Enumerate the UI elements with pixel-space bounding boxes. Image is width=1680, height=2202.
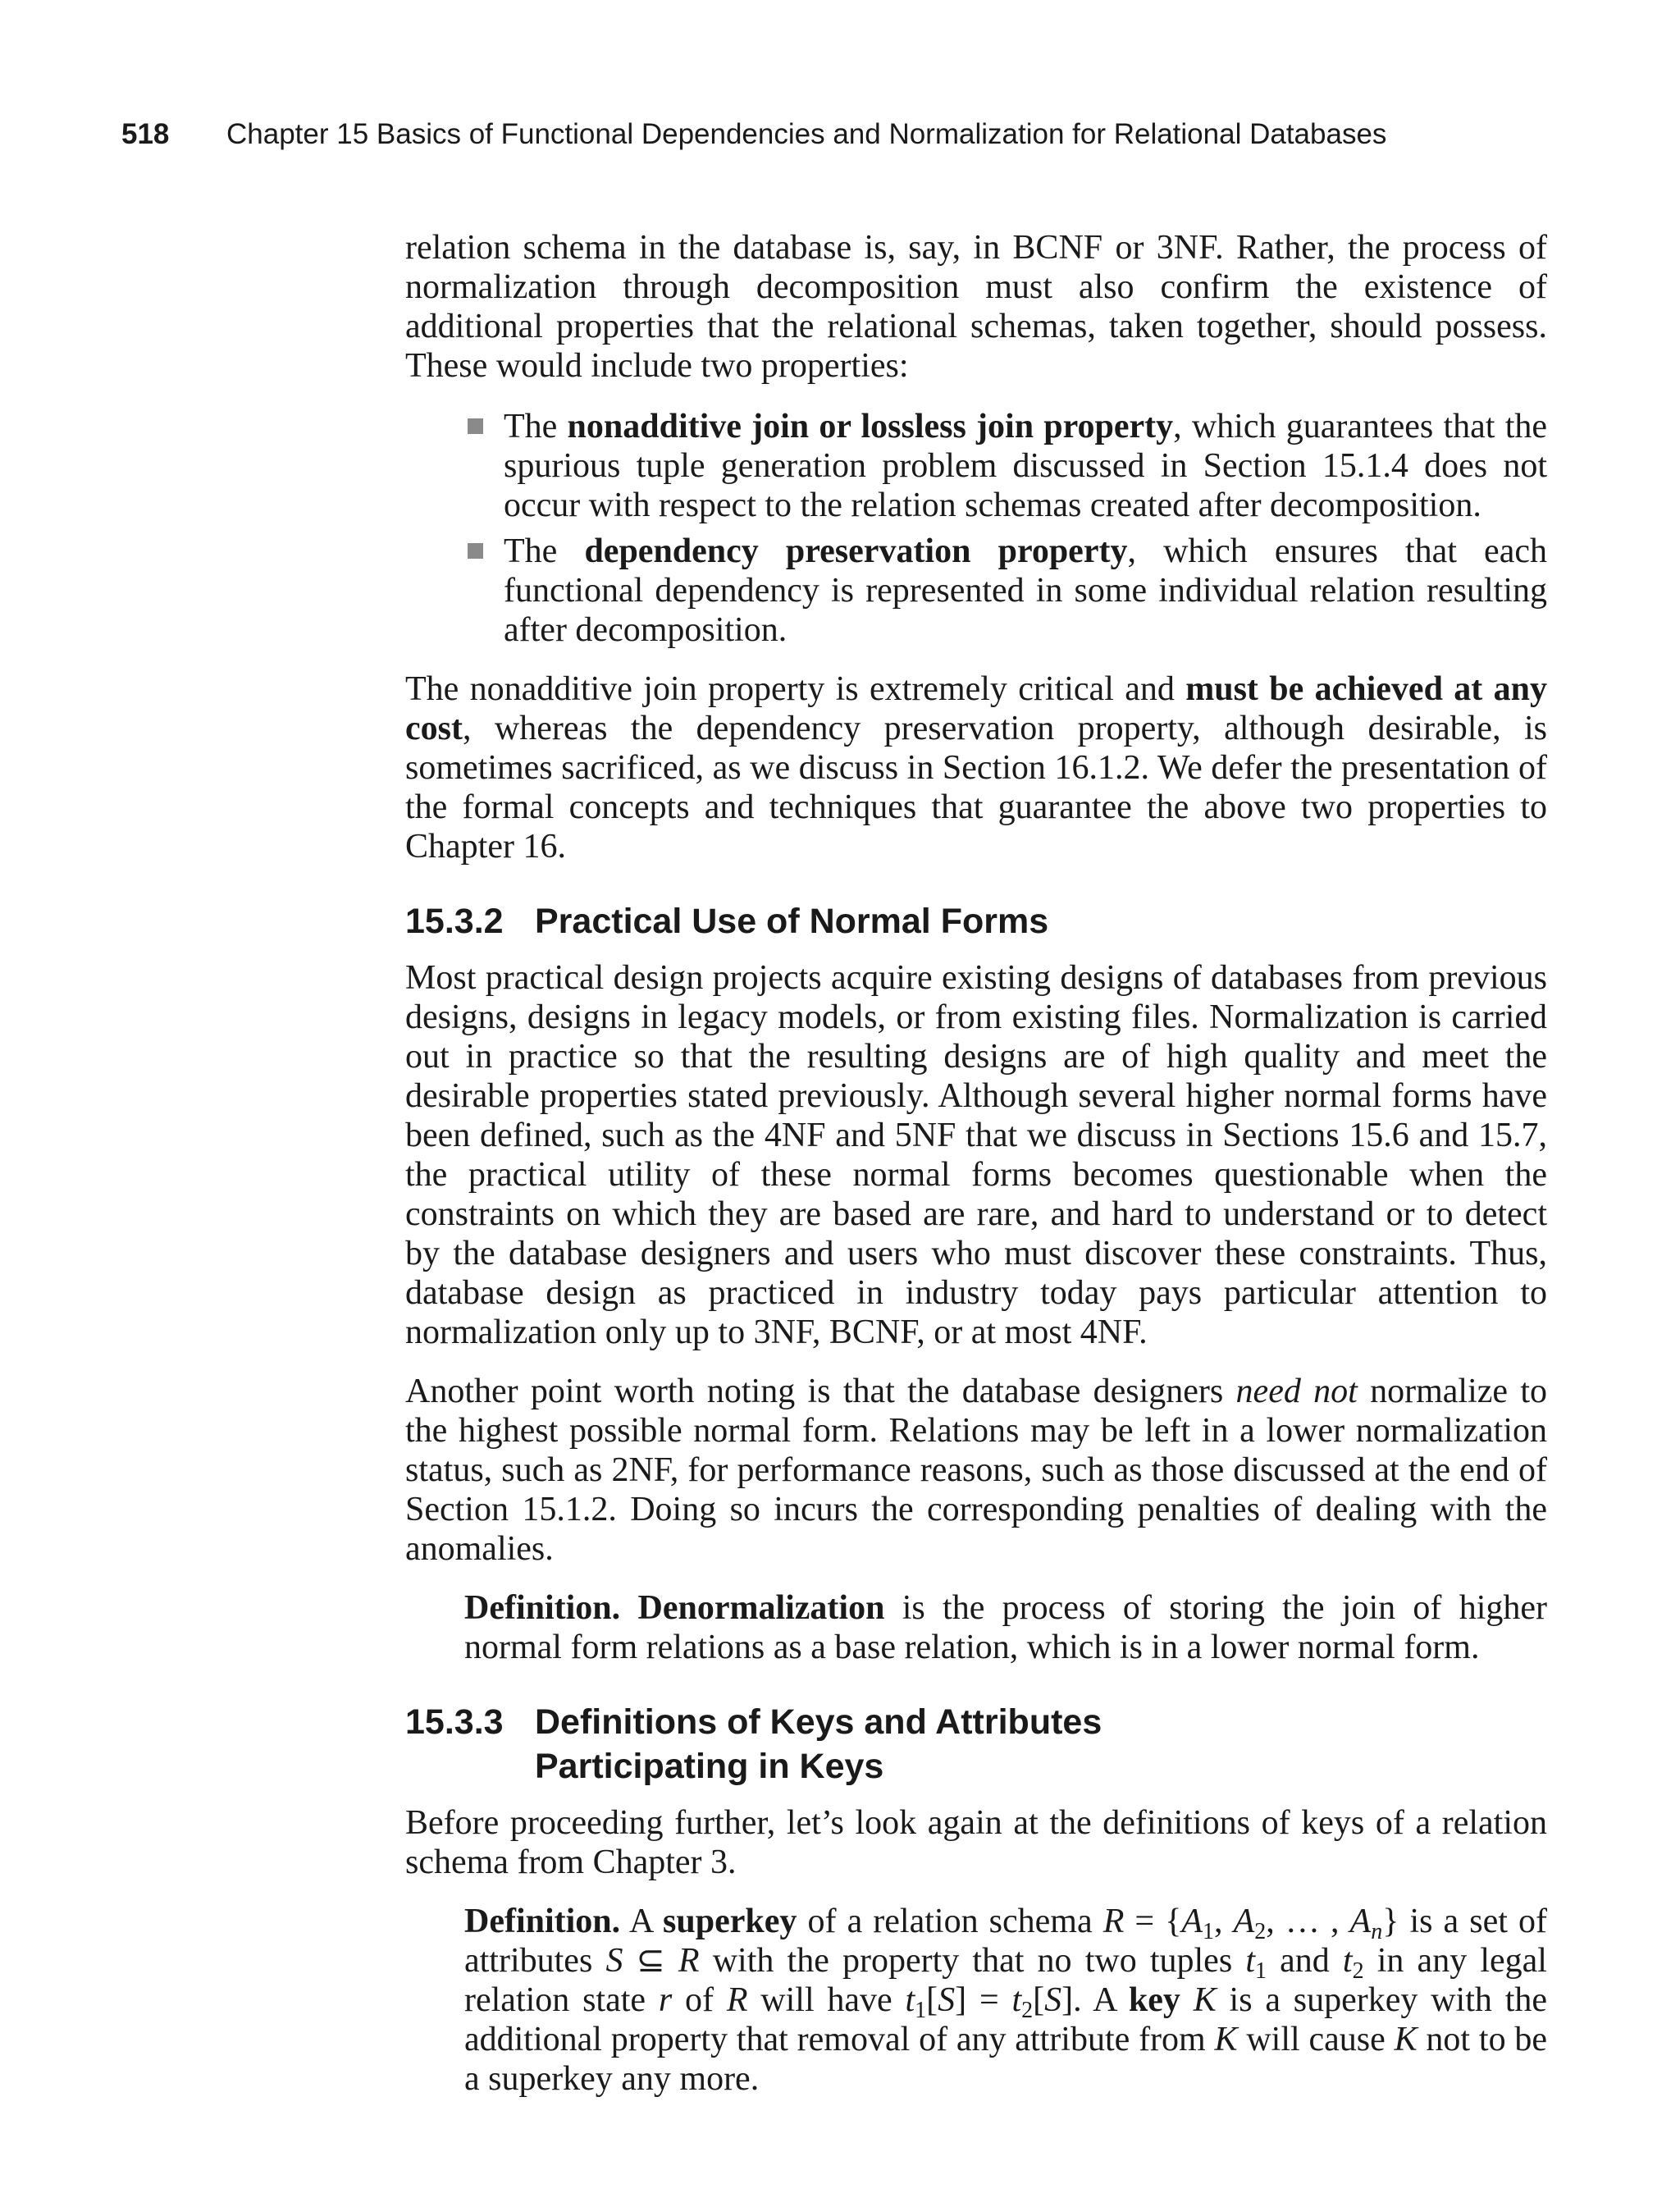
- property-list: [405, 407, 1547, 650]
- definition-superkey: Definition. A superkey of a relation schema $R = \{A_1$, $A_2$, … , $A_n$} is a set of attributes S ⊆ R with the property that no two tuples $t_1$ and $t_2$ in any legal relation state r of R will have $t_1[S] = t_2[S]$. A key K is a superkey with the additional property that removal of any attribute from K will cause K not to be a superkey any more.: [464, 1903, 1548, 2098]
- section-number: 15.3.2: [405, 902, 504, 941]
- term-dependency-preservation: dependency preservation property: [584, 532, 1128, 570]
- section-title: Practical Use of Normal Forms: [535, 902, 1049, 941]
- page-number: 518: [121, 118, 170, 150]
- list-item-lossless-join: The nonadditive join or lossless join property, which guarantees that the spurious tuple generation problem discussed in Section 15.1.4 does not occur with respect to the relation schemas created after decomposition.: [405, 407, 1547, 525]
- practical-use-paragraph: Most practical design projects acquire existing designs of databases from previous designs, designs in legacy models, or from existing files. Normalization is carried out in practice so that the resulting designs are of high quality and meet the desirable properties stated previously. Although several higher normal forms have been defined, such as the 4NF and 5NF that we discuss in Sections 15.6 and 15.7, the practical utility of these normal forms becomes questionable when the constraints on which they are based are rare, and hard to understand or to detect by the database designers and users who must discover these constraints. Thus, database design as practiced in industry today pays particular attention to normalization only up to 3NF, BCNF, or at most 4NF.: [405, 959, 1547, 1351]
- nonadditive-join-paragraph: The nonadditive join property is extremely critical and must be achieved at any cost, whereas the dependency preservation property, although desirable, is sometimes sacrificed, as we discuss in Section 16.1.2. We defer the presentation of the formal concepts and techniques that guarantee the above two properties to Chapter 16.: [405, 670, 1547, 866]
- normalization-note-paragraph: Another point worth noting is that the database designers need not normalize to the highest possible normal form. Relations may be left in a lower normalization status, such as 2NF, for performance reasons, such as those discussed at the end of Section 15.1.2. Doing so incurs the corresponding penalties of dealing with the anomalies.: [405, 1373, 1548, 1568]
- square-bullet-icon: [468, 418, 483, 434]
- running-head: [121, 118, 1386, 151]
- keys-intro-paragraph: Before proceeding further, let’s look again at the definitions of keys of a relation schema from Chapter 3.: [405, 1804, 1547, 1881]
- intro-paragraph: relation schema in the database is, say, in BCNF or 3NF. Rather, the process of normalization through decomposition must also confirm the existence of additional properties that the relational schemas, taken together, should possess. These would include two properties:: [405, 229, 1547, 385]
- chapter-title: Chapter 15 Basics of Functional Dependencies and Normalization for Relational Databases: [226, 118, 1387, 150]
- section-title-line2: Participating in Keys: [535, 1747, 884, 1786]
- section-title: Definitions of Keys and Attributes: [535, 1702, 1102, 1742]
- square-bullet-icon: [468, 543, 483, 559]
- section-heading-15-3-2: [405, 899, 1547, 943]
- page-body: [405, 228, 1547, 2099]
- section-heading-15-3-3: [405, 1700, 1547, 1789]
- definition-denormalization: Definition. Denormalization is the process of storing the join of higher normal form relations as a base relation, which is in a lower normal form.: [464, 1589, 1548, 1666]
- term-lossless-join: nonadditive join or lossless join property: [567, 408, 1174, 445]
- list-item-dependency-preservation: The dependency preservation property, which ensures that each functional dependency is represented in some individual relation resulting after decomposition.: [405, 532, 1547, 650]
- section-number: 15.3.3: [405, 1702, 504, 1742]
